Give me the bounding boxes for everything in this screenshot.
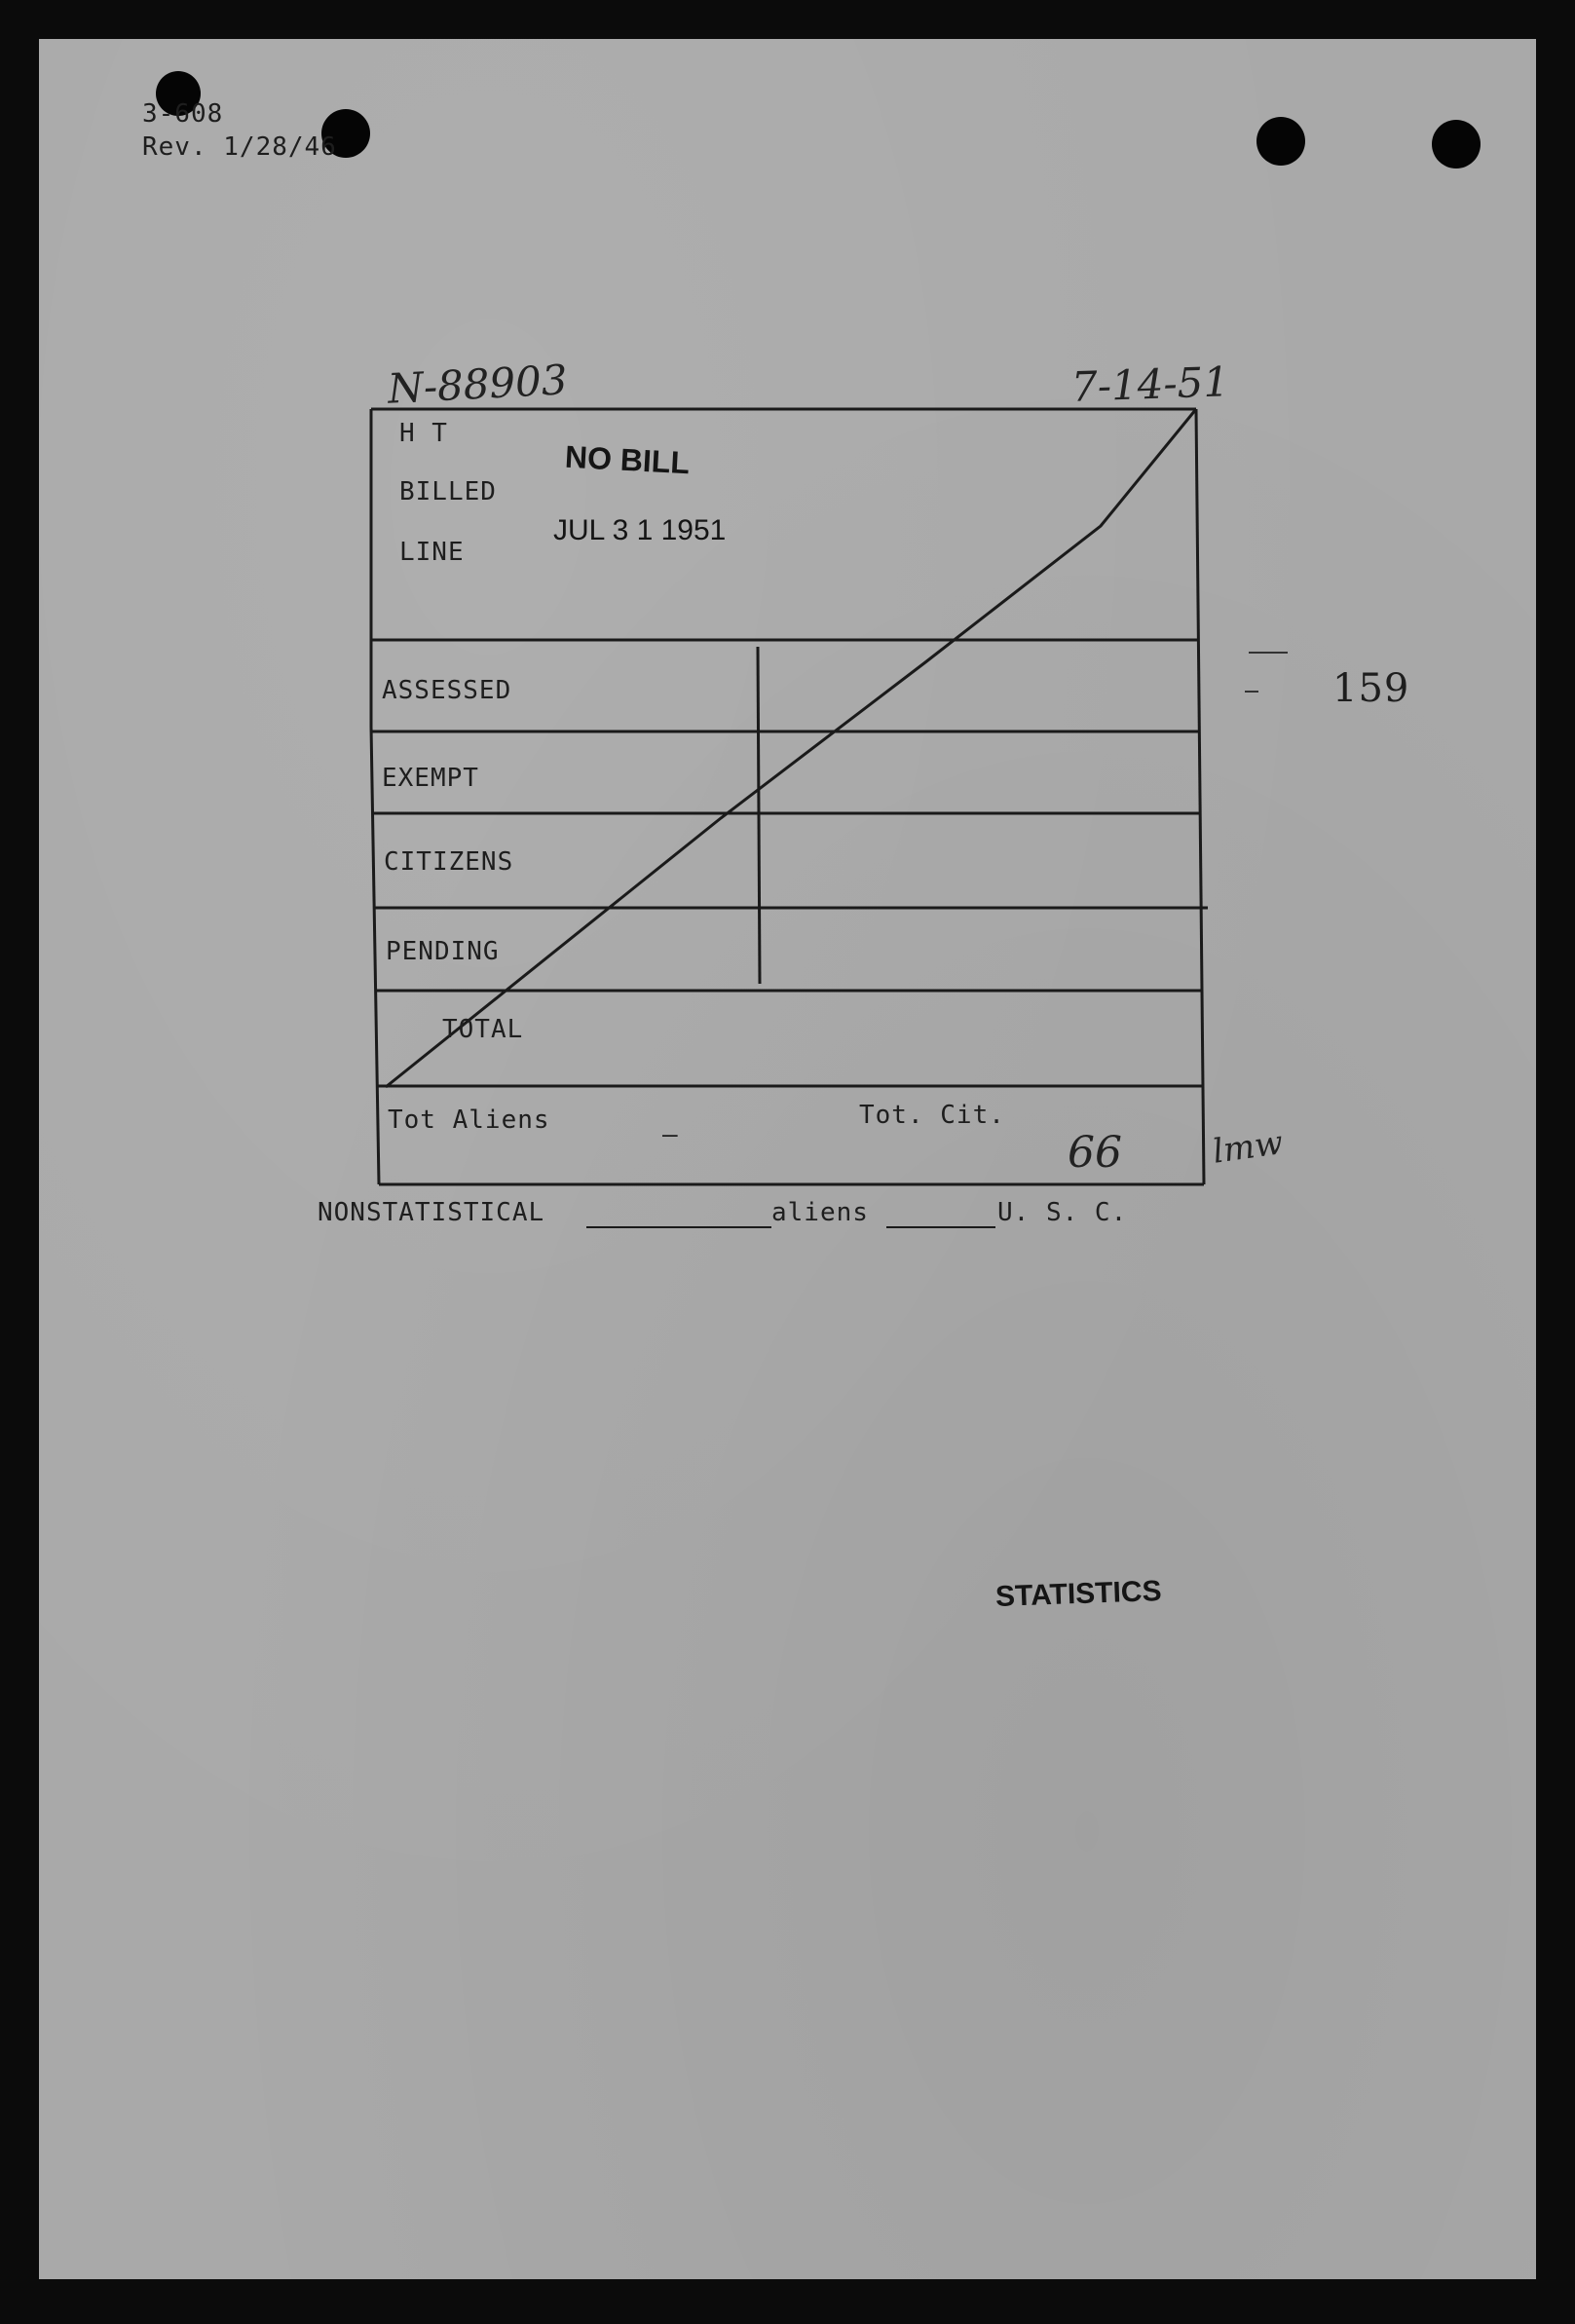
label-total: TOTAL bbox=[442, 1015, 524, 1044]
file-date: 7-14-51 bbox=[1070, 357, 1230, 411]
label-ht: H T bbox=[399, 419, 448, 448]
tot-aliens-value: – bbox=[662, 1120, 679, 1149]
label-citizens: CITIZENS bbox=[384, 847, 514, 877]
statistics-stamp: STATISTICS bbox=[994, 1575, 1163, 1613]
label-assessed: ASSESSED bbox=[382, 676, 512, 705]
label-exempt: EXEMPT bbox=[382, 764, 479, 793]
label-line: LINE bbox=[399, 538, 465, 567]
aliens-label: aliens bbox=[771, 1198, 869, 1227]
initials: lmw bbox=[1210, 1123, 1286, 1172]
nonstatistical-label: NONSTATISTICAL bbox=[318, 1198, 545, 1227]
diagonal-cancel-line bbox=[386, 409, 1196, 1087]
file-number: N-88903 bbox=[386, 356, 569, 413]
tot-cit-value: 66 bbox=[1068, 1128, 1122, 1178]
document-page bbox=[39, 39, 1536, 2279]
form-number: 3-608 bbox=[142, 99, 224, 129]
no-bill-stamp: NO BILL bbox=[564, 438, 691, 481]
usc-label: U. S. C. bbox=[997, 1198, 1128, 1227]
label-tot-aliens: Tot Aliens bbox=[388, 1106, 550, 1135]
side-number: 159 bbox=[1332, 666, 1410, 711]
label-tot-cit: Tot. Cit. bbox=[859, 1101, 1005, 1130]
form-table bbox=[39, 39, 1536, 2279]
label-billed: BILLED bbox=[399, 477, 497, 506]
date-stamp: JUL 3 1 1951 bbox=[553, 514, 727, 546]
form-revision: Rev. 1/28/46 bbox=[142, 132, 337, 162]
label-pending: PENDING bbox=[386, 937, 500, 966]
